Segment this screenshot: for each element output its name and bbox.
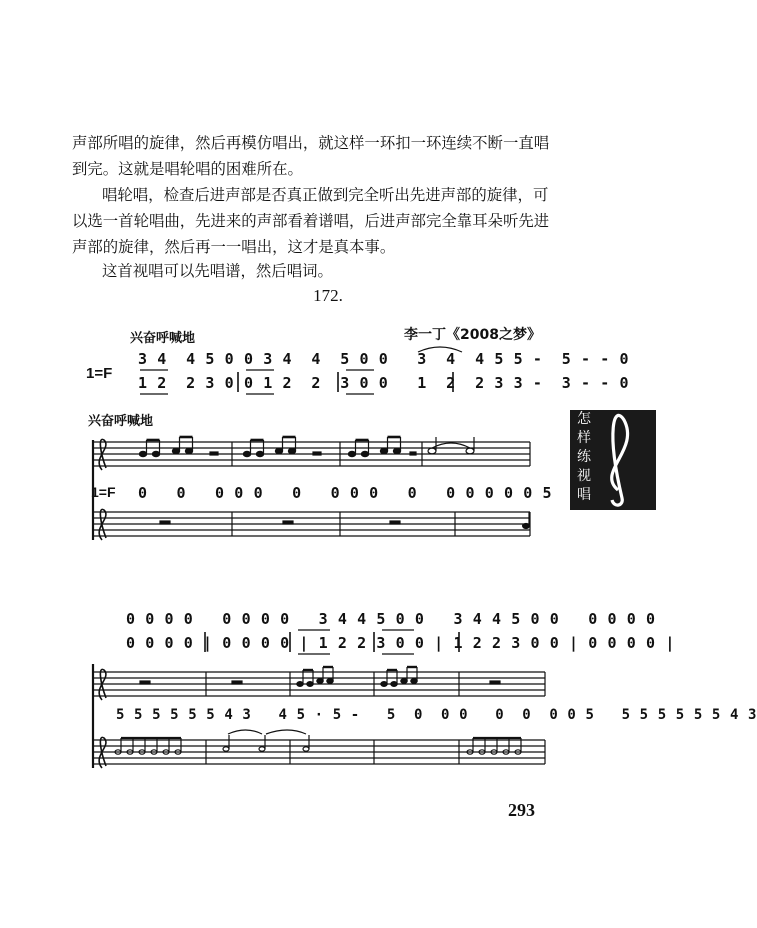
jianpu-line1-lower: 1 2 2 3 0 0 1 2 2 3 0 0 1 2 2 3 3 - 3 - - 0 xyxy=(138,374,630,392)
chapter-side-title: 怎 样 练 视 唱 xyxy=(577,411,591,503)
jianpu-line2-upper: 0 0 0 0 0 0 0 0 3 4 4 5 0 0 3 4 4 5 0 0 0 0 0 0 xyxy=(126,610,656,628)
staff-2 xyxy=(94,512,530,536)
treble-clef-icon xyxy=(612,415,628,505)
example-number: 172. xyxy=(313,286,343,305)
paragraph-2: 唱轮唱，检查后进声部是否真正做到完全听出先进声部的旋律，可以选一首轮唱曲，先进来的声部看着谱唱，后进声部完全靠耳朵听先进声部的旋律，然后再一一唱出，这才是真本事。 xyxy=(72,186,550,256)
jianpu-line1-upper: 3 4 4 5 0 0 3 4 4 5 0 0 3 4 4 5 5 - 5 - - 0 xyxy=(138,350,630,368)
staff-4 xyxy=(94,740,545,764)
paragraph-3: 这首视唱可以先唱谱，然后唱词。 xyxy=(102,262,333,280)
composer-credit: 李一丁《2008之梦》 xyxy=(404,327,541,343)
jianpu-line2-lower: 0 0 0 0 | 0 0 0 0 | 1 2 2 3 0 0 | 1 2 2 3 0 0 | 0 0 0 0 | xyxy=(126,634,675,652)
staff-3 xyxy=(94,672,545,696)
tempo-marking-staff: 兴奋呼喊地 xyxy=(88,414,154,429)
staff-key-label: 1=F xyxy=(91,484,116,500)
staff2-number-row: 5 5 5 5 5 5 4 3 4 5 · 5 - 5 0 0 0 0 0 0 0 5 5 5 5 5 5 5 4 3 xyxy=(116,707,757,723)
page-number: 293 xyxy=(508,800,535,820)
key-signature: 1=F xyxy=(86,365,113,382)
tempo-marking: 兴奋呼喊地 xyxy=(130,331,196,346)
staff1-number-row: 0 0 0 0 0 0 0 0 0 0 0 0 0 0 0 5 xyxy=(138,484,553,502)
paragraph-1: 声部所唱的旋律，然后再模仿唱出，就这样一环扣一环连续不断一直唱到完。这就是唱轮唱的困难所在。 xyxy=(72,134,550,178)
